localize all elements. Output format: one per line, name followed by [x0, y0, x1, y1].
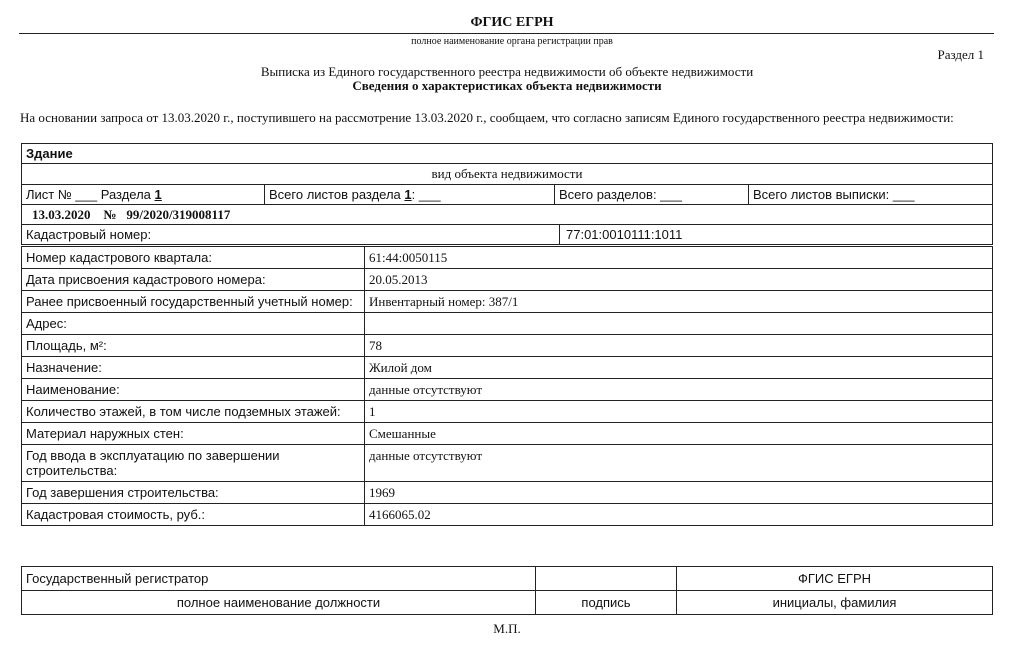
- object-type-caption-row: [22, 164, 992, 185]
- extract-date: 13.03.2020: [32, 206, 91, 222]
- cadastral-value: 77:01:0010111:1011: [559, 225, 992, 244]
- registrar-title: Государственный регистратор: [22, 567, 536, 591]
- extract-number: 99/2020/319008117: [126, 206, 231, 222]
- sheet-info-row: [22, 185, 992, 205]
- signature-cell: [536, 567, 677, 591]
- total-sections: Всего разделов: ___: [554, 185, 748, 204]
- row-value: Жилой дом: [365, 357, 993, 379]
- row-value: Инвентарный номер: 387/1: [365, 291, 993, 313]
- row-label: Количество этажей, в том числе подземных этажей:: [22, 401, 365, 423]
- stamp-place: М.П.: [493, 621, 521, 636]
- row-label: Ранее присвоенный государственный учетный номер:: [22, 291, 365, 313]
- document-subtitle: Сведения о характеристиках объекта недвижимости: [352, 78, 662, 93]
- row-value: 20.05.2013: [365, 269, 993, 291]
- table-row: [22, 291, 993, 313]
- table-row: [22, 423, 993, 445]
- sheet-number: [22, 185, 264, 204]
- table-row: [22, 357, 993, 379]
- total-pages: Всего листов выписки: ___: [748, 185, 992, 204]
- number-sign: №: [103, 206, 117, 222]
- row-value: 1969: [365, 482, 993, 504]
- document-title: Выписка из Единого государственного реестра недвижимости об объекте недвижимости: [260, 64, 754, 79]
- table-row: [22, 269, 993, 291]
- row-label: Адрес:: [22, 313, 365, 335]
- table-row: [22, 247, 993, 269]
- date-number: [28, 205, 992, 224]
- row-label: Материал наружных стен:: [22, 423, 365, 445]
- row-label: Кадастровая стоимость, руб.:: [22, 504, 365, 526]
- object-characteristics-table: [21, 246, 993, 526]
- signature-caption-row: [22, 591, 993, 615]
- position-caption: полное наименование должности: [22, 591, 536, 615]
- date-number-row: [22, 205, 992, 225]
- total-sheets-value: 1: [404, 187, 412, 202]
- row-label: Назначение:: [22, 357, 365, 379]
- signature-caption: подпись: [536, 591, 677, 615]
- object-header: [21, 143, 993, 245]
- object-type: Здание: [26, 146, 73, 161]
- total-sheets-label: Всего листов раздела: [269, 187, 401, 202]
- row-label: Площадь, м²:: [22, 335, 365, 357]
- table-row: [22, 445, 993, 482]
- org-title: ФГИС ЕГРН: [470, 15, 554, 30]
- object-type-row: [22, 144, 992, 164]
- row-value: 61:44:0050115: [365, 247, 993, 269]
- row-value: 78: [365, 335, 993, 357]
- object-type-caption: вид объекта недвижимости: [431, 166, 583, 181]
- row-label: Дата присвоения кадастрового номера:: [22, 269, 365, 291]
- row-value: Смешанные: [365, 423, 993, 445]
- row-value: данные отсутствуют: [365, 379, 993, 401]
- table-row: [22, 401, 993, 423]
- name-caption: инициалы, фамилия: [677, 591, 993, 615]
- section-label: Раздел 1: [937, 47, 984, 62]
- sheet-label: Лист № ___ Раздела: [26, 187, 151, 202]
- org-subtitle: полное наименование органа регистрации прав: [411, 36, 613, 47]
- signature-row: [22, 567, 993, 591]
- row-value: 1: [365, 401, 993, 423]
- cadastral-label: Кадастровый номер:: [26, 227, 152, 242]
- intro-text: На основании запроса от 13.03.2020 г., поступившего на рассмотрение 13.03.2020 г., сообщаем, что согласно записям Единого государственного реестра недвижимости:: [20, 110, 954, 125]
- sheet-section: 1: [154, 187, 162, 202]
- total-sheets-suffix: : ___: [411, 187, 441, 202]
- row-label: Номер кадастрового квартала:: [22, 247, 365, 269]
- table-row: [22, 482, 993, 504]
- signature-table: [21, 566, 993, 615]
- row-label: Год завершения строительства:: [22, 482, 365, 504]
- row-label: Наименование:: [22, 379, 365, 401]
- title-divider: [19, 33, 994, 34]
- cadastral-row: [22, 225, 992, 244]
- row-label: Год ввода в эксплуатацию по завершении строительства:: [22, 445, 365, 482]
- row-value: данные отсутствуют: [365, 445, 993, 482]
- table-row: [22, 335, 993, 357]
- table-row: [22, 379, 993, 401]
- table-row: [22, 504, 993, 526]
- row-value: [365, 313, 993, 335]
- table-row: [22, 313, 993, 335]
- row-value: 4166065.02: [365, 504, 993, 526]
- total-sheets-section: [264, 185, 554, 204]
- registrar-org: ФГИС ЕГРН: [677, 567, 993, 591]
